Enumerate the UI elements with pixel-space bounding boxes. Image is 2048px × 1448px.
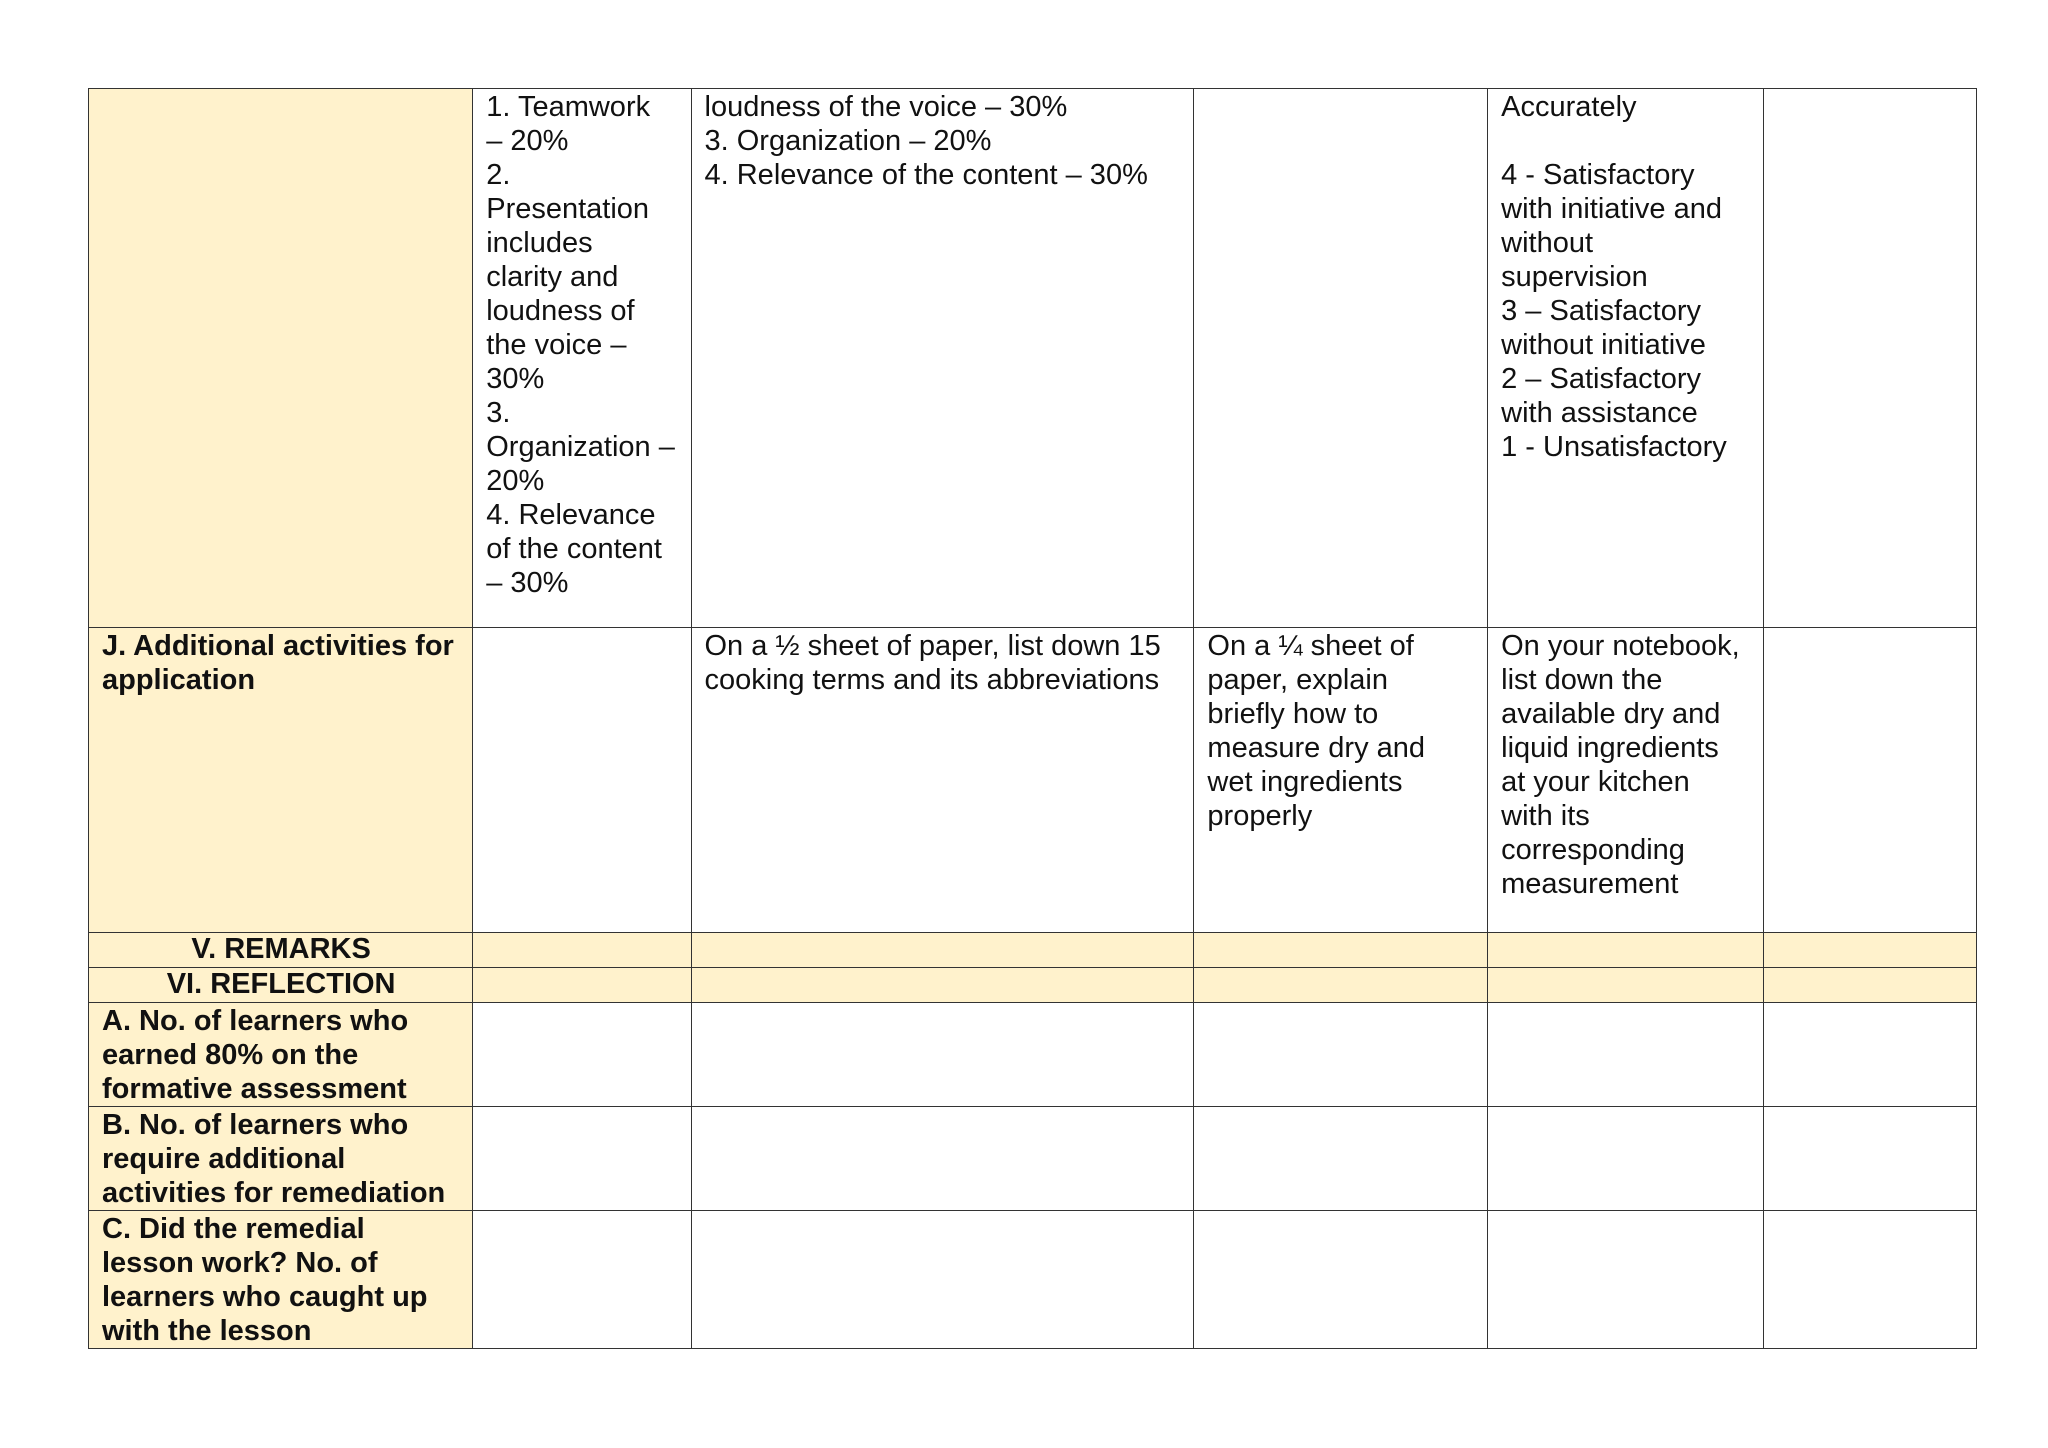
table-cell: On a ¼ sheet of paper, explain briefly how to measure dry and wet ingredients properly <box>1194 628 1488 933</box>
table-cell <box>473 628 691 933</box>
table-cell: On your notebook, list down the available dry and liquid ingredients at your kitchen with its corresponding measurement <box>1488 628 1764 933</box>
table-cell: On a ½ sheet of paper, list down 15 cooking terms and its abbreviations <box>691 628 1194 933</box>
table-cell <box>1763 933 1976 968</box>
table-row <box>89 968 1977 1003</box>
table-cell <box>691 1211 1194 1349</box>
table-cell: Accurately 4 - Satisfactory with initiative and without supervision 3 – Satisfactory without initiative 2 – Satisfactory with assistance 1 - Unsatisfactory <box>1488 89 1764 628</box>
table-cell <box>1763 1003 1976 1107</box>
row-label-additional-activities: J. Additional activities for application <box>89 628 473 933</box>
table-cell <box>1194 933 1488 968</box>
table-cell <box>1194 89 1488 628</box>
table-cell <box>1763 1211 1976 1349</box>
table-cell <box>1194 1107 1488 1211</box>
table-cell <box>1763 968 1976 1003</box>
table-cell <box>473 933 691 968</box>
table-cell <box>1763 628 1976 933</box>
table-cell <box>1194 1211 1488 1349</box>
table-cell <box>473 968 691 1003</box>
table-cell <box>1488 968 1764 1003</box>
table-row <box>89 933 1977 968</box>
table-cell <box>691 1003 1194 1107</box>
table-cell <box>691 1107 1194 1211</box>
row-label-cell <box>89 89 473 628</box>
table-cell <box>1488 933 1764 968</box>
daily-lesson-log-table <box>88 88 1977 1349</box>
row-label-reflection-c: C. Did the remedial lesson work? No. of learners who caught up with the lesson <box>89 1211 473 1349</box>
row-label-reflection-b: B. No. of learners who require additional activities for remediation <box>89 1107 473 1211</box>
table-row <box>89 89 1977 628</box>
table-row <box>89 628 1977 933</box>
table-cell <box>1488 1003 1764 1107</box>
table-cell <box>473 1003 691 1107</box>
row-label-remarks: V. REMARKS <box>89 933 473 968</box>
table-cell <box>1763 1107 1976 1211</box>
row-label-reflection: VI. REFLECTION <box>89 968 473 1003</box>
table-cell <box>1488 1107 1764 1211</box>
table-cell <box>691 933 1194 968</box>
table-cell <box>473 1211 691 1349</box>
table-row <box>89 1003 1977 1107</box>
table-cell <box>1194 968 1488 1003</box>
table-cell: loudness of the voice – 30% 3. Organization – 20% 4. Relevance of the content – 30% <box>691 89 1194 628</box>
table-cell <box>1488 1211 1764 1349</box>
table-row <box>89 1107 1977 1211</box>
table-row <box>89 1211 1977 1349</box>
table-cell: 1. Teamwork – 20% 2. Presentation includes clarity and loudness of the voice – 30% 3. Organization – 20% 4. Relevance of the content – 30% <box>473 89 691 628</box>
table-cell <box>691 968 1194 1003</box>
table-cell <box>1194 1003 1488 1107</box>
row-label-reflection-a: A. No. of learners who earned 80% on the formative assessment <box>89 1003 473 1107</box>
table-cell <box>473 1107 691 1211</box>
table-cell <box>1763 89 1976 628</box>
